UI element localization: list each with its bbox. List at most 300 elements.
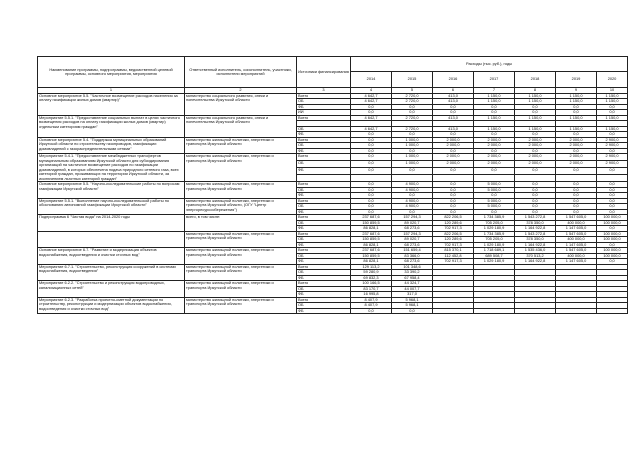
value-cell: 0,0 [351,168,392,175]
value-cell: 413,0 [433,99,474,105]
value-cell: 100 000,0 [597,253,628,259]
value-cell [556,175,597,182]
program-name-cell: Мероприятие 5.4.1. "Предоставление межбюджетных трансфертов муниципальным образованиям Иркутской области для субсидирования организаций на частичное возмещение расходов по газификации домовладений, в которых обеспечена подача природного сетевого газа, всех категорий граждан, проживающих на территории Иркутской области, за исключением льготных категорий граждан" [38,154,185,182]
program-name-cell: Основное мероприятие 5.5. "Научно-исследовательские работы по вопросам газификации Иркутской области" [38,182,185,199]
value-cell: 0,0 [556,182,597,188]
source-cell: ОБ [297,303,351,309]
value-cell [597,308,628,314]
value-cell: 0,0 [351,182,392,188]
program-name-cell: Мероприятие 5.5.1. "Выполнение научно-исследовательской работы по обоснованию автономной газификации Иркутской области" [38,198,185,215]
column-number: 2 [185,88,297,94]
year-header: 2014 [351,72,392,88]
value-cell: 0,0 [433,104,474,110]
value-cell: 2 720,0 [392,126,433,132]
source-cell: ОБ [297,220,351,226]
column-number: 8 [515,88,556,94]
source-cell: ФБ [297,292,351,298]
value-cell: 822 206,5 [433,215,474,221]
value-cell: 2 000,0 [433,154,474,161]
value-cell: 112 452,8 [433,253,474,259]
value-cell: 702 917,3 [433,259,474,265]
value-cell: 237 687,6 [351,215,392,221]
value-cell: 0,0 [597,226,628,232]
value-cell: 0,0 [351,161,392,168]
source-cell: ФБ [297,104,351,110]
value-cell: 8 407,9 [351,297,392,303]
value-cell: 2 720,0 [392,93,433,99]
header-source: Источники финансирования [297,57,351,88]
value-cell: 815 370,1 [433,248,474,254]
source-cell [297,175,351,182]
value-cell: 0,0 [597,182,628,188]
value-cell: 0,0 [474,168,515,175]
header-program: Наименование программы, подпрограммы, ведомственной целевой программы, основного мероприятия, мероприятия [38,57,185,88]
value-cell: 1 150,0 [474,126,515,132]
value-cell: 0,0 [515,193,556,199]
value-cell: 0,0 [556,110,597,116]
table-body [38,93,628,314]
source-cell: Всего [297,137,351,143]
source-cell: ФБ [297,275,351,281]
value-cell: 1 150,0 [556,115,597,121]
value-cell: 0,0 [515,110,556,116]
value-cell: 705 205,0 [474,237,515,243]
budget-table [37,56,628,314]
value-cell: 101 348,6 [392,264,433,270]
source-cell: Всего [297,231,351,237]
column-number: 3 [297,88,351,94]
value-cell: 4 642,7 [351,99,392,105]
value-cell: 0,0 [556,168,597,175]
value-cell: 2 720,0 [392,99,433,105]
value-cell: 0,0 [433,209,474,215]
source-cell: ФБ [297,259,351,265]
value-cell: 0,0 [597,132,628,138]
value-cell: 0,0 [515,209,556,215]
value-cell: 100 000,0 [597,215,628,221]
program-name-cell: Мероприятие 5.5.1. "Предоставление социальных выплат в целях частичного возмещения расходов на оплату газификации жилых домов (квартир) отдельным категориям граждан" [38,115,185,137]
source-cell: ОБ [297,99,351,105]
value-cell: 1 547 605,0 [556,231,597,237]
value-cell: 1 734 385,9 [474,215,515,221]
value-cell [392,175,433,182]
source-cell: Всего [297,215,351,221]
year-header: 2015 [392,72,433,88]
value-cell: 44 007,7 [392,286,433,292]
value-cell: 5 968,1 [392,297,433,303]
value-cell: 1 543 272,8 [515,215,556,221]
column-number: 5 [392,88,433,94]
value-cell: 150 859,5 [351,253,392,259]
value-cell: 4 900,0 [392,198,433,204]
source-cell: ОБ [297,286,351,292]
value-cell: 702 917,3 [433,242,474,248]
value-cell: 89 020,7 [392,237,433,243]
value-cell: 0,0 [351,137,392,143]
value-cell: 68 273,6 [392,259,433,265]
value-cell: 1 164 922,8 [515,259,556,265]
source-cell: Всего [297,93,351,99]
value-cell: 0,0 [597,110,628,116]
value-cell: 0,0 [474,132,515,138]
executor-cell: министерство жилищной политики, энергетики и транспорта Иркутской области [185,182,297,199]
value-cell: 400 000,0 [556,220,597,226]
value-cell: 2 900,0 [597,143,628,149]
value-cell: 0,0 [433,168,474,175]
value-cell: 2 000,0 [556,143,597,149]
value-cell: 1 150,0 [597,93,628,99]
value-cell [433,308,474,314]
value-cell: 1 150,0 [515,93,556,99]
value-cell: 0,0 [433,148,474,154]
value-cell: 59 280,9 [351,270,392,276]
year-header: 2019 [556,72,597,88]
value-cell: 1 029 180,9 [474,242,515,248]
value-cell: 86 828,1 [351,259,392,265]
value-cell: 86 828,1 [351,226,392,232]
value-cell: 1 000,0 [392,161,433,168]
value-cell: 0,0 [515,168,556,175]
column-number: 6 [433,88,474,94]
value-cell: 1 150,0 [474,115,515,121]
value-cell: 69 832,3 [351,275,392,281]
value-cell: 2 720,0 [392,115,433,121]
source-cell: ИИ [297,110,351,116]
source-cell: ОБ [297,126,351,132]
value-cell: 1 150,0 [597,126,628,132]
value-cell: 0,0 [474,104,515,110]
executor-cell: министерство жилищной политики, энергетики и транспорта Иркутской области [185,297,297,314]
value-cell: 0,0 [556,187,597,193]
value-cell [515,175,556,182]
value-cell: 5 000,0 [474,182,515,188]
program-name-cell: Мероприятие 6.7.1. "Строительство, реконструкция сооружений в системах водоснабжения, водоотведения" [38,264,185,281]
program-name-cell: Мероприятие 6.2.2. "Строительство и реконструкция водопроводных, канализационных сетей" [38,281,185,298]
value-cell: 237 687,6 [351,231,392,237]
value-cell: 1 150,0 [515,126,556,132]
value-cell: 1 547 605,0 [556,248,597,254]
value-cell: 157 294,3 [392,215,433,221]
source-cell: Всего [297,182,351,188]
value-cell: 2 000,0 [515,161,556,168]
value-cell: 100 166,5 [351,281,392,287]
column-number: 9 [556,88,597,94]
value-cell: 0,0 [515,182,556,188]
value-cell: 0,0 [597,209,628,215]
value-cell: 1 543 272,8 [515,231,556,237]
value-cell: 0,0 [433,132,474,138]
value-cell: 0,0 [433,182,474,188]
source-cell: ОБ [297,143,351,149]
value-cell: 0,0 [433,204,474,210]
value-cell: 2 000,0 [433,143,474,149]
value-cell: 2 900,0 [597,154,628,161]
value-cell: 5 000,0 [474,204,515,210]
value-cell: 400 000,0 [556,237,597,243]
value-cell: 2 900,0 [597,137,628,143]
year-header: 2018 [515,72,556,88]
value-cell: 0,0 [556,204,597,210]
value-cell: 1 147 605,0 [556,259,597,265]
value-cell: 33 390,2 [392,270,433,276]
value-cell: 0,0 [515,187,556,193]
value-cell: 0,0 [351,154,392,161]
value-cell: 1 150,0 [515,115,556,121]
value-cell: 1 150,0 [474,93,515,99]
value-cell: 151 659,4 [392,248,433,254]
source-cell: Всего [297,198,351,204]
value-cell: 0,0 [474,193,515,199]
program-name-cell: Основное мероприятие 5.4. "Поддержка муниципальных образований Иркутской области по строительству газопроводов, газификации домовладений с газораспределительными сетями" [38,137,185,154]
value-cell: 83 170,7 [351,286,392,292]
value-cell: 129 113,2 [351,264,392,270]
value-cell: 0,0 [556,198,597,204]
value-cell: 1 150,0 [556,126,597,132]
program-name-cell: Основное мероприятие 6.7. "Развитие и модернизация объектов водоснабжения, водоотведения и очистки сточных вод" [38,248,185,265]
value-cell: 0,0 [351,204,392,210]
value-cell: 4 900,0 [392,182,433,188]
value-cell: 822 206,5 [433,231,474,237]
source-cell: Всего [297,297,351,303]
value-cell: 237 687,6 [351,248,392,254]
value-cell: 120 289,6 [433,237,474,243]
source-cell: ОБ [297,187,351,193]
source-cell: ОБ [297,270,351,276]
source-cell: Всего [297,281,351,287]
value-cell: 0,0 [351,148,392,154]
value-cell: 0,0 [597,193,628,199]
value-cell: 413,0 [433,115,474,121]
value-cell: 0,0 [515,132,556,138]
value-cell: 68 273,6 [392,242,433,248]
value-cell: 4 642,7 [351,93,392,99]
value-cell: 44 324,7 [392,281,433,287]
value-cell: 1 000,0 [392,137,433,143]
value-cell: 4 900,0 [392,204,433,210]
value-cell: 8 407,9 [351,303,392,309]
value-cell: 0,0 [392,193,433,199]
value-cell: 0,0 [474,148,515,154]
year-header: 2020 [597,72,628,88]
value-cell: 83 366,0 [392,253,433,259]
value-cell: 0,0 [597,198,628,204]
value-cell: 378 350,0 [515,237,556,243]
value-cell: 1 000,0 [392,154,433,161]
value-cell: 0,0 [351,209,392,215]
program-name-cell [38,231,185,248]
value-cell: 1 547 605,0 [556,215,597,221]
value-cell: 413,0 [433,93,474,99]
value-cell: 5 968,1 [392,303,433,309]
source-cell: Всего [297,115,351,121]
header-executor: Ответственный исполнитель, соисполнитель, участники, исполнители мероприятий [185,57,297,88]
value-cell: 1 150,0 [474,99,515,105]
value-cell: 0,0 [392,308,433,314]
source-cell: ОБ [297,161,351,168]
value-cell: 1 150,0 [556,99,597,105]
value-cell [597,175,628,182]
value-cell: 0,0 [515,104,556,110]
value-cell: 86 828,1 [351,242,392,248]
value-cell: 1 147 605,0 [556,226,597,232]
source-cell: Всего [297,248,351,254]
value-cell: 2 000,0 [474,137,515,143]
value-cell: 0,0 [351,104,392,110]
value-cell: 370 513,2 [515,253,556,259]
year-header: 2017 [474,72,515,88]
value-cell: 0,0 [351,193,392,199]
value-cell: 0,0 [392,168,433,175]
value-cell: 0,0 [556,104,597,110]
value-cell: 0,0 [515,204,556,210]
executor-cell: министерство жилищной политики, энергетики и транспорта Иркутской области [185,248,297,265]
executor-cell: министерство жилищной политики, энергетики и транспорта Иркутской области [185,231,297,248]
value-cell: 2 000,0 [474,161,515,168]
source-cell: ФБ [297,209,351,215]
value-cell: 0,0 [392,104,433,110]
value-cell: 4 642,7 [351,115,392,121]
executor-cell: министерство жилищной политики, энергетики и транспорта Иркутской области, (ОГУ "Центр энергоресурсосбережения") [185,198,297,215]
source-cell: ФБ [297,148,351,154]
value-cell: 100 000,0 [597,220,628,226]
source-cell: Всего [297,264,351,270]
value-cell [474,308,515,314]
value-cell: 0,0 [392,110,433,116]
value-cell: 1 718 689,1 [474,248,515,254]
value-cell: 0,0 [433,193,474,199]
value-cell: 150 859,5 [351,237,392,243]
source-cell: ФБ [297,308,351,314]
executor-cell: министерство социального развития, опеки и попечительства Иркутской области [185,115,297,137]
column-number: 7 [474,88,515,94]
value-cell: 1 164 922,8 [515,226,556,232]
value-cell: 0,0 [351,198,392,204]
value-cell: 2 000,0 [556,161,597,168]
value-cell: 5 000,0 [474,187,515,193]
value-cell: 1 000,0 [392,143,433,149]
value-cell: 0,0 [392,132,433,138]
value-cell: 1 147 605,0 [556,242,597,248]
source-cell: Всего [297,154,351,161]
value-cell: 702 917,3 [433,226,474,232]
value-cell: 0,0 [597,187,628,193]
value-cell: 0,0 [556,209,597,215]
value-cell: 100 000,0 [597,248,628,254]
executor-cell: всего, в том числе: [185,215,297,232]
source-cell: ОБ [297,204,351,210]
value-cell: 1 150,0 [597,115,628,121]
program-name-cell: Основное мероприятие 5.5. "Частичное возмещение расходов населения за оплату газификации жилых домов (квартир)" [38,93,185,115]
value-cell: 400 000,0 [556,253,597,259]
executor-cell: министерство жилищной политики, энергетики и транспорта Иркутской области [185,264,297,281]
value-cell: 0,0 [351,308,392,314]
column-number: 4 [351,88,392,94]
value-cell: 0,0 [597,168,628,175]
value-cell: 0,0 [515,148,556,154]
value-cell: 2 000,0 [515,137,556,143]
value-cell: 1 150,0 [597,99,628,105]
value-cell: 0,0 [392,209,433,215]
value-cell: 705 205,0 [474,220,515,226]
value-cell: 150 859,5 [351,220,392,226]
value-cell: 0,0 [433,110,474,116]
value-cell: 0,0 [433,187,474,193]
value-cell: 0,0 [474,110,515,116]
value-cell: 0,0 [515,198,556,204]
year-header: 2016 [433,72,474,88]
column-number: 10 [597,88,628,94]
value-cell: 0,0 [597,104,628,110]
value-cell: 100 000,0 [597,237,628,243]
table-row [38,154,628,161]
value-cell: 2 000,0 [515,154,556,161]
value-cell: 1 029 180,9 [474,259,515,265]
value-cell: 0,0 [433,198,474,204]
value-cell [515,308,556,314]
value-cell: 2 900,0 [597,161,628,168]
value-cell: 0,0 [351,132,392,138]
value-cell: 378 350,0 [515,220,556,226]
value-cell: 5 000,0 [474,198,515,204]
value-cell: 1 164 922,8 [515,242,556,248]
value-cell: 0,0 [392,148,433,154]
value-cell: 2 000,0 [474,154,515,161]
value-cell [556,308,597,314]
value-cell: 2 000,0 [474,143,515,149]
executor-cell: министерство жилищной политики, энергетики и транспорта Иркутской области [185,137,297,154]
value-cell: 4 900,0 [392,187,433,193]
value-cell: 2 000,0 [556,154,597,161]
value-cell: 4 642,7 [351,126,392,132]
value-cell: 2 000,0 [515,143,556,149]
value-cell: 0,0 [597,148,628,154]
value-cell: 120 289,6 [433,220,474,226]
executor-cell: министерство социального развития, опеки и попечительства Иркутской области [185,93,297,115]
source-cell: ФБ [297,132,351,138]
value-cell: 317,0 [392,292,433,298]
value-cell: 100 000,0 [597,231,628,237]
program-name-cell: Мероприятие 6.2.3. "Разработка проектно-сметной документации по строительству, реконструкции и модернизации объектов водоснабжения, водоотведения и очистки сточных вод" [38,297,185,314]
value-cell: 2 000,0 [433,161,474,168]
value-cell: 67 958,4 [392,275,433,281]
value-cell: 1 150,0 [556,93,597,99]
value-cell [474,175,515,182]
value-cell: 689 508,7 [474,253,515,259]
value-cell: 1 734 385,9 [474,231,515,237]
value-cell: 1 150,0 [515,99,556,105]
value-cell: 0,0 [556,132,597,138]
value-cell: 2 000,0 [556,137,597,143]
source-cell: ФБ [297,226,351,232]
value-cell: 89 020,7 [392,220,433,226]
value-cell: 68 273,6 [392,226,433,232]
value-cell [433,175,474,182]
source-cell: ФБ [297,193,351,199]
column-number: 1 [38,88,185,94]
value-cell: 413,0 [433,126,474,132]
executor-cell: министерство жилищной политики, энергетики и транспорта Иркутской области [185,281,297,298]
table-header [38,57,628,94]
value-cell: 0,0 [556,148,597,154]
header-expenses: Расходы (тыс. руб.), годы [351,57,628,72]
value-cell: 0,0 [474,209,515,215]
value-cell: 157 294,3 [392,231,433,237]
source-cell: ФБ [297,168,351,175]
value-cell [351,175,392,182]
value-cell: 0,0 [351,143,392,149]
value-cell: 0,0 [597,204,628,210]
value-cell: 1 535 436,0 [515,248,556,254]
